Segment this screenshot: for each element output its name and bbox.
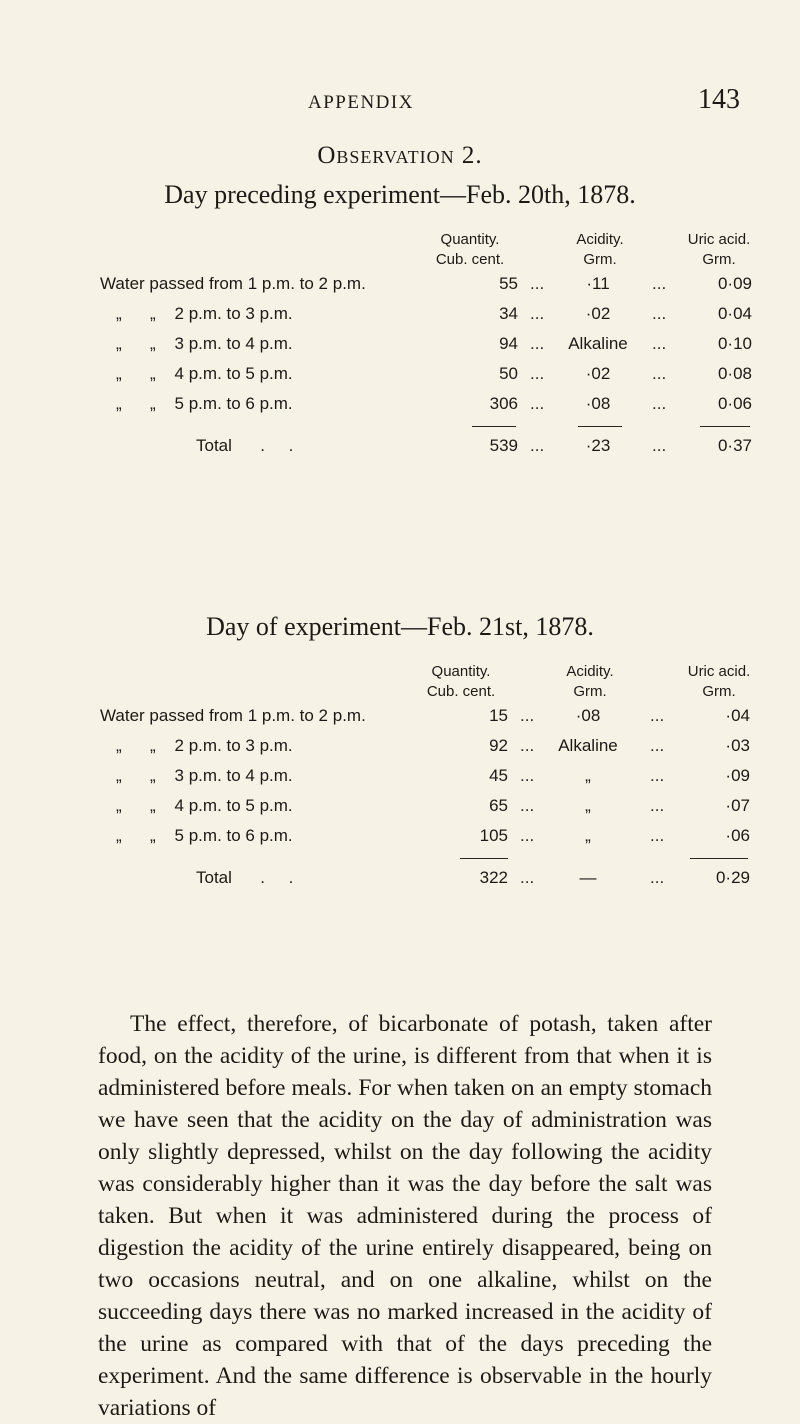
table-row: „ „ 3 p.m. to 4 p.m. 45 ... „ ... ·09 [116, 766, 750, 785]
body-paragraph: The effect, therefore, of bicarbonate of potash, taken after food, on the acidity of the urine, is different from that when it is administered before meals. For when taken on an empty stomach we have seen that the acidity on the day of administration was only slightly depressed, whilst on the day following the acidity was considerably higher than it was the day before the salt was taken. But when it was administered during the process of digestion the acidity of the urine entirely disappeared, being on two occasions neutral, and on one alkaline, whilst on the succeeding days there was no marked increased in the acidity of the urine as compared with that of the days preceding the experiment. And the same difference is observable in the hourly variations of [98, 1011, 712, 1421]
sum-rule [690, 858, 748, 859]
table-total-row: Total . . 539 ... ·23 ... 0·37 [196, 436, 752, 455]
table-row: „ „ 5 p.m. to 6 p.m. 306 ... ·08 ... 0·06 [116, 394, 752, 413]
table-row: „ „ 5 p.m. to 6 p.m. 105 ... „ ... ·06 [116, 826, 750, 845]
table-total-row: Total . . 322 ... — ... 0·29 [196, 868, 750, 887]
table-row: „ „ 4 p.m. to 5 p.m. 65 ... „ ... ·07 [116, 796, 750, 815]
column-header-uric-acid: Uric acid. Grm. [687, 231, 751, 268]
running-head [0, 80, 800, 120]
sum-rule [472, 426, 516, 427]
table-row: „ „ 2 p.m. to 3 p.m. 34 ... ·02 ... 0·04 [116, 304, 752, 323]
table-caption: Day of experiment—Feb. 21st, 1878. [206, 612, 594, 641]
table-row: „ „ 3 p.m. to 4 p.m. 94 ... Alkaline ... 0·10 [116, 334, 752, 353]
sum-rule [700, 426, 750, 427]
column-header-quantity: Quantity. Cub. cent. [435, 231, 505, 268]
column-header-acidity: Acidity. Grm. [576, 231, 624, 268]
table-row: Water passed from 1 p.m. to 2 p.m. 55 ... ·11 ... 0·09 [100, 274, 752, 293]
table-row: „ „ 2 p.m. to 3 p.m. 92 ... Alkaline ... ·03 [116, 736, 750, 755]
column-header-uric-acid: Uric acid. Grm. [687, 663, 751, 700]
running-title: APPENDIX [308, 92, 414, 113]
column-header-quantity: Quantity. Cub. cent. [426, 663, 496, 700]
column-header-acidity: Acidity. Grm. [566, 663, 614, 700]
table-row: Water passed from 1 p.m. to 2 p.m. 15 ... ·08 ... ·04 [100, 706, 750, 725]
sum-rule [578, 426, 622, 427]
observation-title: Observation 2. [317, 142, 483, 169]
page-number: 143 [698, 84, 740, 115]
sum-rule [460, 858, 508, 859]
table-row: „ „ 4 p.m. to 5 p.m. 50 ... ·02 ... 0·08 [116, 364, 752, 383]
table-caption: Day preceding experiment—Feb. 20th, 1878. [164, 180, 636, 209]
